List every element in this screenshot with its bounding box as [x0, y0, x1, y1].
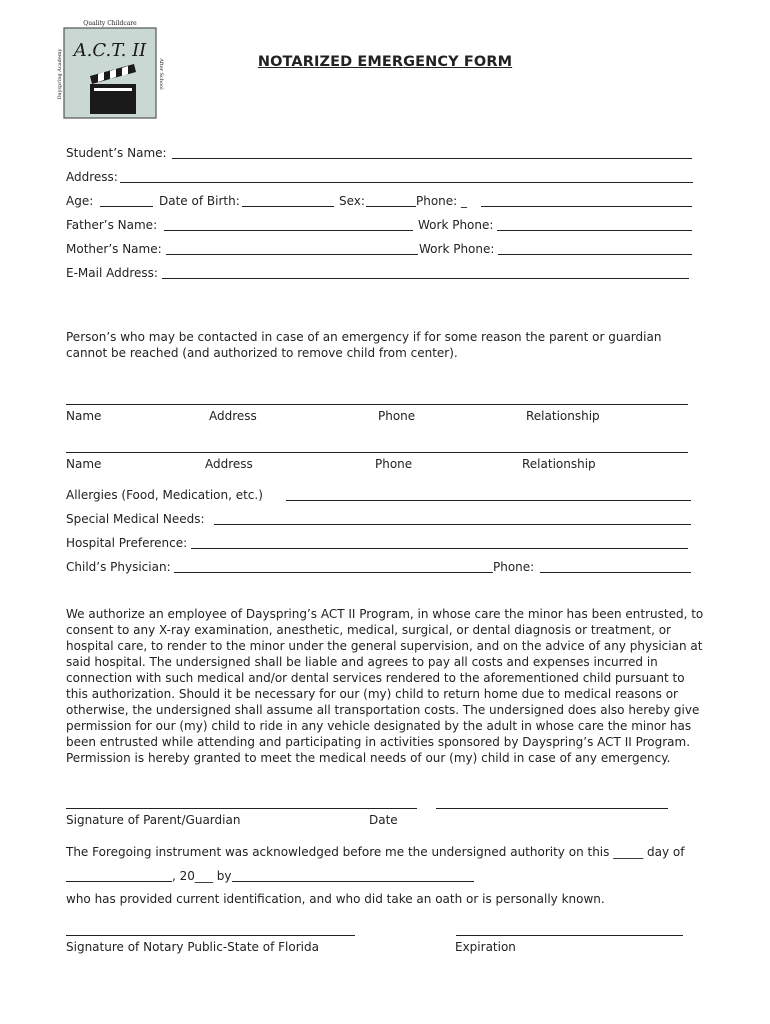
dob-line[interactable]	[242, 206, 334, 207]
emergency-intro: Person’s who may be contacted in case of an emergency if for some reason the parent or guardian cannot be reached (and authorized to remove child from center).	[66, 330, 662, 360]
address-label: Address:	[66, 170, 118, 184]
parent-signature-line[interactable]	[66, 808, 417, 809]
logo-left-text: Dayspring Academy	[57, 48, 63, 100]
notary-acknowledgement: The Foregoing instrument was acknowledged before me the undersigned authority on this _____ day of	[66, 845, 685, 859]
mother-name-label: Mother’s Name:	[66, 242, 162, 256]
physician-phone-line[interactable]	[540, 572, 691, 573]
physician-line[interactable]	[174, 572, 493, 573]
age-line[interactable]	[100, 206, 153, 207]
sex-line[interactable]	[366, 206, 416, 207]
email-line[interactable]	[162, 278, 689, 279]
father-work-phone-line[interactable]	[497, 230, 692, 231]
parent-date-line[interactable]	[436, 808, 668, 809]
logo-top-text: Quality Childcare	[83, 20, 137, 27]
contact-2-phone-label: Phone	[375, 457, 413, 471]
special-needs-label: Special Medical Needs:	[66, 512, 205, 526]
notary-year-by: , 20___ by	[172, 869, 232, 883]
notary-expiration-line[interactable]	[456, 935, 683, 936]
notary-identification: who has provided current identification, and who did take an oath or is personally known.	[66, 892, 605, 906]
notary-day-line[interactable]	[66, 881, 172, 882]
physician-label: Child’s Physician:	[66, 560, 171, 574]
phone-line[interactable]	[481, 206, 692, 207]
student-name-line[interactable]	[172, 158, 692, 159]
logo-right-text: After School	[158, 58, 164, 90]
contact-1-address-label: Address	[209, 409, 257, 423]
contact-1-relationship-label: Relationship	[526, 409, 600, 423]
mother-work-phone-label: Work Phone:	[419, 242, 495, 256]
father-name-label: Father’s Name:	[66, 218, 158, 232]
hospital-line[interactable]	[191, 548, 688, 549]
contact-2-line[interactable]	[66, 452, 688, 453]
mother-name-line[interactable]	[166, 254, 418, 255]
contact-2-relationship-label: Relationship	[522, 457, 596, 471]
email-label: E-Mail Address:	[66, 266, 158, 280]
contact-2-address-label: Address	[205, 457, 253, 471]
father-work-phone-label: Work Phone:	[418, 218, 494, 232]
contact-1-phone-label: Phone	[378, 409, 416, 423]
parent-date-label: Date	[369, 813, 398, 827]
contact-1-line[interactable]	[66, 404, 688, 405]
special-needs-line[interactable]	[214, 524, 691, 525]
address-line[interactable]	[120, 182, 693, 183]
authorization-text: We authorize an employee of Dayspring’s ACT II Program, in whose care the minor has been entrusted, to consent to any X-ray examination, anesthetic, medical, surgical, or dental diagnosis or treatment, or hospital care, to render to the minor under the general supervision, and on the advice of any physician at said hospital. The undersigned shall be liable and agrees to pay all costs and expenses incurred in connection with such medical and/or dental services rendered to the aforementioned child pursuant to this authorization. Should it be necessary for our (my) child to return home due to medical reasons or otherwise, the undersigned shall assume all transportation costs. The undersigned does also hereby give permission for our (my) child to ride in any vehicle designated by the adult in whose care the minor has been entrusted while attending and participating in activities sponsored by Dayspring’s ACT II Program. Permission is hereby granted to meet the medical needs of our (my) child in case of any emergency.	[66, 607, 704, 765]
page-title: NOTARIZED EMERGENCY FORM	[257, 54, 513, 70]
notary-signature-line[interactable]	[66, 935, 355, 936]
dob-label: Date of Birth:	[159, 194, 240, 208]
notary-expiration-label: Expiration	[455, 940, 516, 954]
sex-label: Sex:	[339, 194, 365, 208]
contact-2-name-label: Name	[66, 457, 102, 471]
physician-phone-label: Phone:	[493, 560, 535, 574]
contact-1-name-label: Name	[66, 409, 102, 423]
age-label: Age:	[66, 194, 94, 208]
allergies-line[interactable]	[286, 500, 691, 501]
student-name-label: Student’s Name:	[66, 146, 167, 160]
father-name-line[interactable]	[164, 230, 413, 231]
hospital-label: Hospital Preference:	[66, 536, 188, 550]
phone-label: Phone: _	[416, 194, 468, 208]
notary-signature-label: Signature of Notary Public-State of Florida	[66, 940, 319, 954]
notary-by-line[interactable]	[232, 881, 474, 882]
logo-brand-text: A.C.T. II	[73, 40, 147, 61]
allergies-label: Allergies (Food, Medication, etc.)	[66, 488, 263, 502]
mother-work-phone-line[interactable]	[498, 254, 692, 255]
parent-signature-label: Signature of Parent/Guardian	[66, 813, 241, 827]
